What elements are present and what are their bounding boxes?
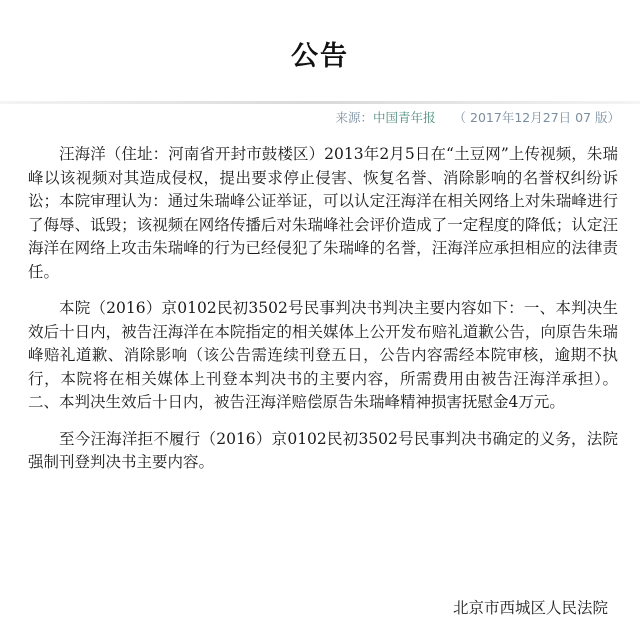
court-signature: 北京市西城区人民法院 <box>452 599 608 617</box>
paragraph: 本院（2016）京0102民初3502号民事判决书判决主要内容如下：一、本判决生效后十日内，被告汪海洋在本院指定的相关媒体上公开发布赔礼道歉公告，向原告朱瑞峰赔礼道歉、消除影响（该公告需连续刊登五日，公告内容需经本院审核，逾期不执行，本院将在相关媒体上刊登本判决书的主要内容，所需费用由被告汪海洋承担）。二、本判决生效后十日内，被告汪海洋赔偿原告朱瑞峰精神损害抚慰金4万元。 <box>28 299 618 411</box>
notice-title: 公告 <box>291 41 349 72</box>
header-divider <box>0 101 640 104</box>
source-name[interactable]: 中国青年报 <box>373 110 436 125</box>
notice-body <box>28 143 618 488</box>
paragraph: 汪海洋（住址：河南省开封市鼓楼区）2013年2月5日在“土豆网”上传视频，朱瑞峰以该视频对其造成侵权，提出要求停止侵害、恢复名誉、消除影响的名誉权纠纷诉讼；本院审理认为：通过朱瑞峰公证举证，可以认定汪海洋在相关网络上对朱瑞峰进行了侮辱、诋毁；该视频在网络传播后对朱瑞峰社会评价造成了一定程度的降低；认定汪海洋在网络上攻击朱瑞峰的行为已经侵犯了朱瑞峰的名誉，汪海洋应承担相应的法律责任。 <box>28 145 618 281</box>
source-line <box>336 108 620 126</box>
paragraph: 至今汪海洋拒不履行（2016）京0102民初3502号民事判决书确定的义务，法院强制刊登判决书主要内容。 <box>28 429 618 471</box>
source-label: 来源： <box>335 110 374 125</box>
source-date-edition: （ 2017年12月27日 07 版） <box>453 110 620 125</box>
